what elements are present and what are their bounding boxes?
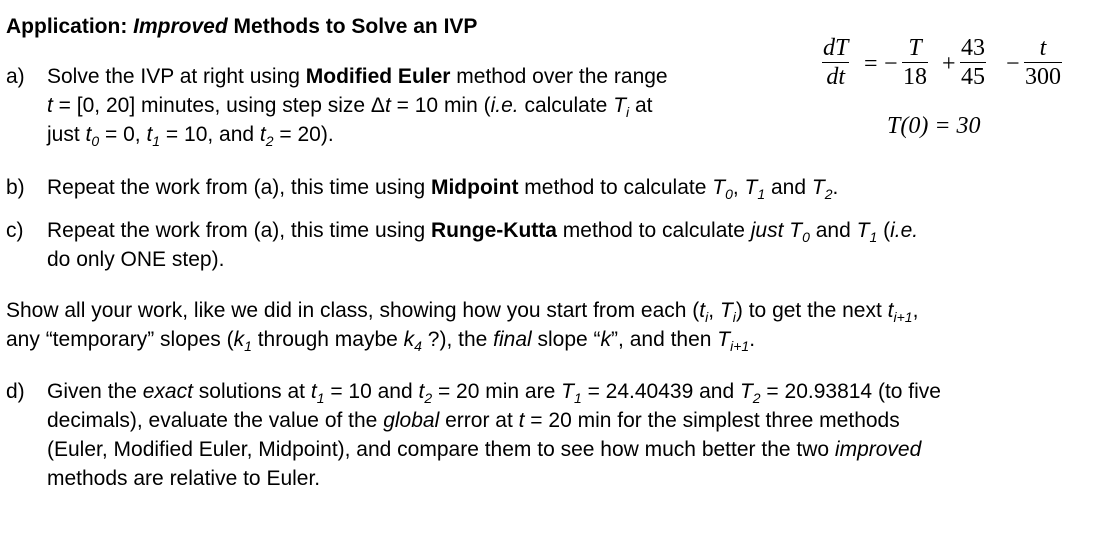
ivp-equation: [818, 30, 1088, 148]
part-label: b): [6, 176, 25, 199]
page-title: Application: Improved Methods to Solve an IVP: [6, 15, 478, 38]
part-label: d): [6, 380, 25, 403]
part-label: c): [6, 219, 24, 242]
initial-condition: T(0) = 30: [887, 113, 981, 139]
minus-sign: −: [1006, 51, 1020, 77]
fraction-t-300: $\frac{t}{300}$: [1025, 35, 1061, 90]
fraction-43-45: $\frac{43}{45}$: [961, 35, 985, 90]
instructions-paragraph: Show all your work, like we did in class, showing how you start from each ($t_i$, $T_i$) to get the next $t_{i+1}$, any “temporary” slopes ($k_1$ through maybe $k_4$ ?), the final slope “k”, and then $T_{i+1}$.: [6, 299, 919, 354]
part-d-text: Given the exact solutions at $t_1 = 10$ and $t_2 = 20$ min are $T_1 = 24.40439$ and $T_2 = 20.93814$ (to five decimals), evaluate the value of the global error at t = 20 min for the simplest three methods (Euler, Modified Euler, Midpoint), and compare them to see how much better the two improved methods are relative to Euler.: [47, 380, 941, 490]
plus-sign: +: [942, 51, 956, 77]
fraction-T-18: $\frac{T}{18}$: [903, 35, 927, 90]
equals-sign: =: [864, 51, 878, 77]
part-b-text: Repeat the work from (a), this time using Midpoint method to calculate $T_0$, $T_1$ and $T_2$.: [47, 176, 839, 202]
part-c-text: Repeat the work from (a), this time using Runge-Kutta method to calculate just $T_0$ and $T_1$ (i.e. do only ONE step).: [47, 219, 919, 271]
fraction-dT-dt: $\frac{dT}{dt}$: [823, 35, 849, 90]
part-a-text: Solve the IVP at right using Modified Euler method over the range t = [0, 20] minutes, using step size Δt = 10 min (i.e. calculate $T_i$ at just $t_0 = 0$, $t_1 = 10$, and $t_2 = 20$).: [47, 65, 668, 149]
part-label: a): [6, 65, 25, 88]
minus-sign: −: [884, 51, 898, 77]
